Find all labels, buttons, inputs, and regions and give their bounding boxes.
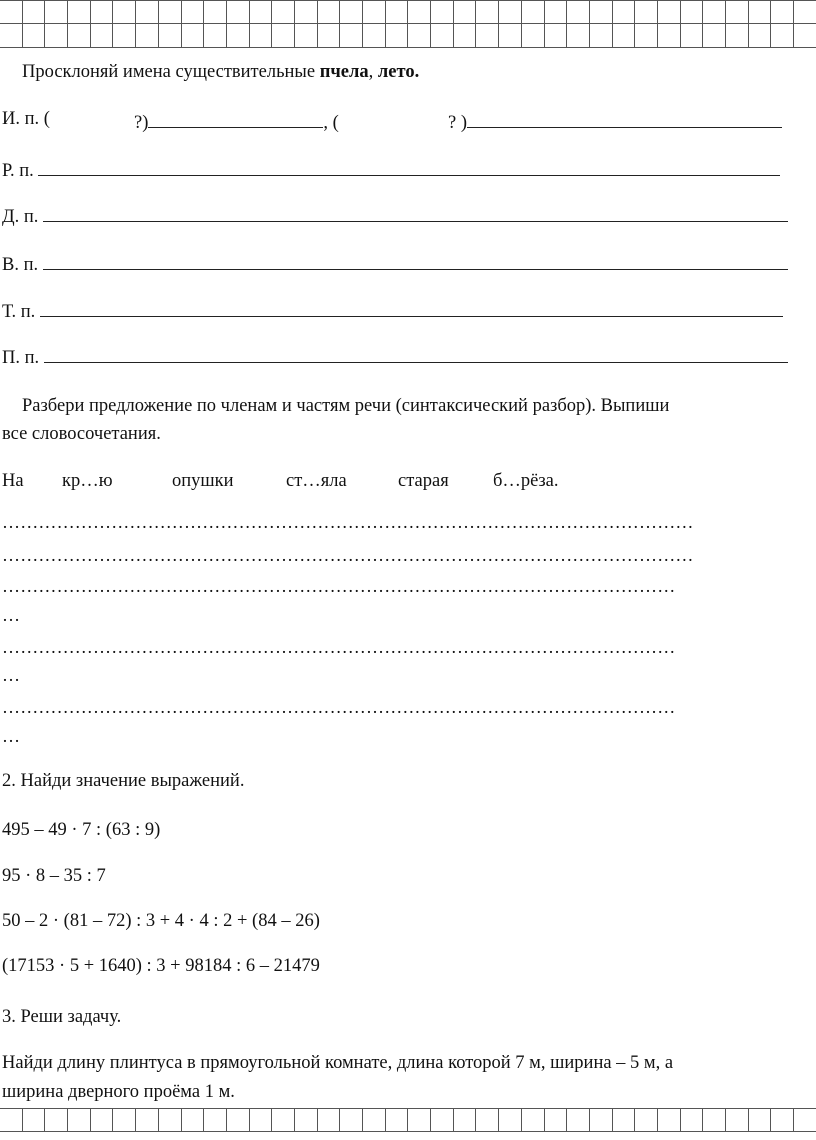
grid-cell	[159, 24, 182, 48]
grid-cell	[272, 0, 295, 24]
grid-cell	[408, 24, 431, 48]
answer-dots-line[interactable]: ……………………………………………………………………………………………………	[2, 545, 694, 565]
grid-row	[0, 24, 816, 48]
grid-cell	[113, 0, 136, 24]
answer-dots-ellipsis: …	[2, 665, 21, 685]
case-nom-label: И. п. (	[2, 109, 50, 129]
grid-cell	[91, 0, 114, 24]
question-1: ?)	[134, 113, 149, 133]
grid-cell	[340, 24, 363, 48]
expression: (17153 · 5 + 1640) : 3 + 98184 : 6 – 21479	[2, 956, 320, 976]
grid-cell	[794, 1108, 816, 1132]
grid-cell	[227, 1108, 250, 1132]
answer-dots-line[interactable]: …………………………………………………………………………………………………	[2, 637, 676, 657]
grid-cell	[749, 1108, 772, 1132]
grid-cell	[182, 0, 205, 24]
expression: 95 · 8 – 35 : 7	[2, 866, 106, 886]
answer-line-pre[interactable]	[44, 344, 788, 363]
case-acc-row	[2, 251, 788, 276]
paren-open: , (	[323, 113, 339, 133]
grid-cell	[363, 1108, 386, 1132]
grid-cell	[681, 0, 704, 24]
grid-cell	[545, 24, 568, 48]
grid-cell	[476, 1108, 499, 1132]
answer-dots-ellipsis: …	[2, 726, 21, 746]
grid-cell	[771, 0, 794, 24]
answer-line-gen[interactable]	[38, 157, 780, 176]
sentence-word: кр…ю	[62, 471, 113, 491]
grid-cell	[45, 24, 68, 48]
grid-cell	[567, 1108, 590, 1132]
grid-cell	[613, 1108, 636, 1132]
answer-line-ins[interactable]	[40, 298, 783, 317]
grid-cell	[635, 0, 658, 24]
case-dat-label: Д. п.	[2, 207, 39, 227]
grid-cell	[499, 1108, 522, 1132]
grid-cell	[794, 0, 816, 24]
grid-cell	[45, 0, 68, 24]
word-pchela: пчела	[319, 62, 369, 82]
grid-cell	[681, 1108, 704, 1132]
grid-cell	[613, 24, 636, 48]
grid-cell	[771, 1108, 794, 1132]
grid-cell	[113, 24, 136, 48]
case-nom-row	[2, 109, 50, 130]
grid-cell	[726, 0, 749, 24]
grid-cell	[771, 24, 794, 48]
grid-cell	[590, 24, 613, 48]
grid-cell	[91, 24, 114, 48]
grid-cell	[23, 24, 46, 48]
grid-cell	[703, 0, 726, 24]
task1-intro: Просклоняй имена существительные	[22, 62, 320, 82]
grid-cell	[703, 24, 726, 48]
answer-dots-line[interactable]: …………………………………………………………………………………………………	[2, 697, 676, 717]
grid-cell	[295, 0, 318, 24]
grid-cell	[182, 24, 205, 48]
parse-instruction: Разбери предложение по членам и частям речи (синтаксический разбор). Выпиши	[22, 396, 670, 416]
task3-text-1: Найди длину плинтуса в прямоугольной комнате, длина которой 7 м, ширина – 5 м, а	[2, 1053, 674, 1073]
expression: 50 – 2 · (81 – 72) : 3 + 4 · 4 : 2 + (84 – 26)	[2, 911, 320, 931]
grid-cell	[318, 1108, 341, 1132]
case-gen-row	[2, 157, 780, 182]
grid-cell	[227, 24, 250, 48]
grid-cell	[386, 24, 409, 48]
grid-cell	[431, 1108, 454, 1132]
sentence-word: опушки	[172, 471, 234, 491]
sentence-word: ст…яла	[286, 471, 347, 491]
answer-dots-line[interactable]: ……………………………………………………………………………………………………	[2, 512, 694, 532]
grid-cell	[182, 1108, 205, 1132]
grid-cell	[590, 1108, 613, 1132]
grid-cell	[0, 24, 23, 48]
grid-cell	[522, 1108, 545, 1132]
grid-cell	[340, 1108, 363, 1132]
expression: 495 – 49 · 7 : (63 : 9)	[2, 820, 161, 840]
grid-cell	[136, 0, 159, 24]
parse-instruction-2: все словосочетания.	[2, 424, 161, 444]
grid-cell	[363, 0, 386, 24]
grid-cell	[204, 0, 227, 24]
grid-cell	[68, 24, 91, 48]
grid-cell	[613, 0, 636, 24]
task3-title: 3. Реши задачу.	[2, 1007, 122, 1027]
case-dat-row	[2, 203, 788, 228]
grid-cell	[0, 0, 23, 24]
grid-cell	[454, 1108, 477, 1132]
grid-cell	[454, 24, 477, 48]
task3-text-2: ширина дверного проёма 1 м.	[2, 1082, 235, 1102]
answer-dots-ellipsis: …	[2, 605, 21, 625]
grid-cell	[272, 24, 295, 48]
grid-cell	[272, 1108, 295, 1132]
grid-cell	[318, 0, 341, 24]
answer-line-acc[interactable]	[43, 251, 788, 270]
grid-cell	[45, 1108, 68, 1132]
grid-cell	[136, 1108, 159, 1132]
grid-cell	[522, 24, 545, 48]
grid-cell	[159, 1108, 182, 1132]
grid-cell	[703, 1108, 726, 1132]
comma: ,	[368, 62, 378, 82]
grid-cell	[295, 24, 318, 48]
task2-title: 2. Найди значение выражений.	[2, 771, 245, 791]
grid-cell	[23, 0, 46, 24]
grid-cell	[408, 0, 431, 24]
grid-cell	[749, 24, 772, 48]
case-pre-row	[2, 344, 788, 369]
sentence-word: старая	[398, 471, 449, 491]
answer-line-nom-1[interactable]	[148, 109, 323, 128]
case-nom-q1	[134, 109, 339, 134]
task1-instruction	[22, 62, 419, 83]
grid-cell	[567, 0, 590, 24]
grid-cell	[363, 24, 386, 48]
case-ins-label: Т. п.	[2, 302, 36, 322]
grid-cell	[136, 24, 159, 48]
grid-cell	[522, 0, 545, 24]
grid-cell	[250, 1108, 273, 1132]
grid-cell	[386, 0, 409, 24]
grid-cell	[68, 0, 91, 24]
case-nom-q2	[448, 109, 782, 134]
grid-cell	[726, 24, 749, 48]
grid-cell	[386, 1108, 409, 1132]
grid-cell	[658, 0, 681, 24]
grid-cell	[749, 0, 772, 24]
grid-cell	[295, 1108, 318, 1132]
grid-cell	[340, 0, 363, 24]
grid-cell	[476, 24, 499, 48]
grid-cell	[68, 1108, 91, 1132]
answer-dots-line[interactable]: …………………………………………………………………………………………………	[2, 576, 676, 596]
grid-cell	[794, 24, 816, 48]
grid-cell	[499, 0, 522, 24]
grid-cell	[250, 24, 273, 48]
grid-cell	[204, 24, 227, 48]
case-acc-label: В. п.	[2, 255, 39, 275]
answer-line-dat[interactable]	[43, 203, 788, 222]
grid-row	[0, 1108, 816, 1132]
grid-cell	[476, 0, 499, 24]
sentence-word: На	[2, 471, 24, 491]
word-leto: лето.	[377, 62, 420, 82]
sentence-word: б…рёза.	[493, 471, 559, 491]
answer-line-nom-2[interactable]	[467, 109, 782, 128]
grid-cell	[408, 1108, 431, 1132]
grid-cell	[431, 24, 454, 48]
grid-cell	[726, 1108, 749, 1132]
grid-cell	[567, 24, 590, 48]
grid-cell	[454, 0, 477, 24]
grid-cell	[658, 1108, 681, 1132]
grid-cell	[431, 0, 454, 24]
grid-cell	[681, 24, 704, 48]
grid-cell	[113, 1108, 136, 1132]
grid-cell	[499, 24, 522, 48]
grid-cell	[318, 24, 341, 48]
grid-cell	[227, 0, 250, 24]
grid-cell	[204, 1108, 227, 1132]
grid-cell	[635, 1108, 658, 1132]
grid-cell	[545, 0, 568, 24]
grid-cell	[635, 24, 658, 48]
grid-cell	[658, 24, 681, 48]
grid-cell	[91, 1108, 114, 1132]
case-pre-label: П. п.	[2, 348, 40, 368]
grid-cell	[159, 0, 182, 24]
case-ins-row	[2, 298, 783, 323]
grid-cell	[545, 1108, 568, 1132]
grid-cell	[0, 1108, 23, 1132]
question-2: ? )	[448, 113, 467, 133]
case-gen-label: Р. п.	[2, 161, 34, 181]
grid-row	[0, 0, 816, 24]
grid-cell	[23, 1108, 46, 1132]
grid-cell	[590, 0, 613, 24]
grid-cell	[250, 0, 273, 24]
